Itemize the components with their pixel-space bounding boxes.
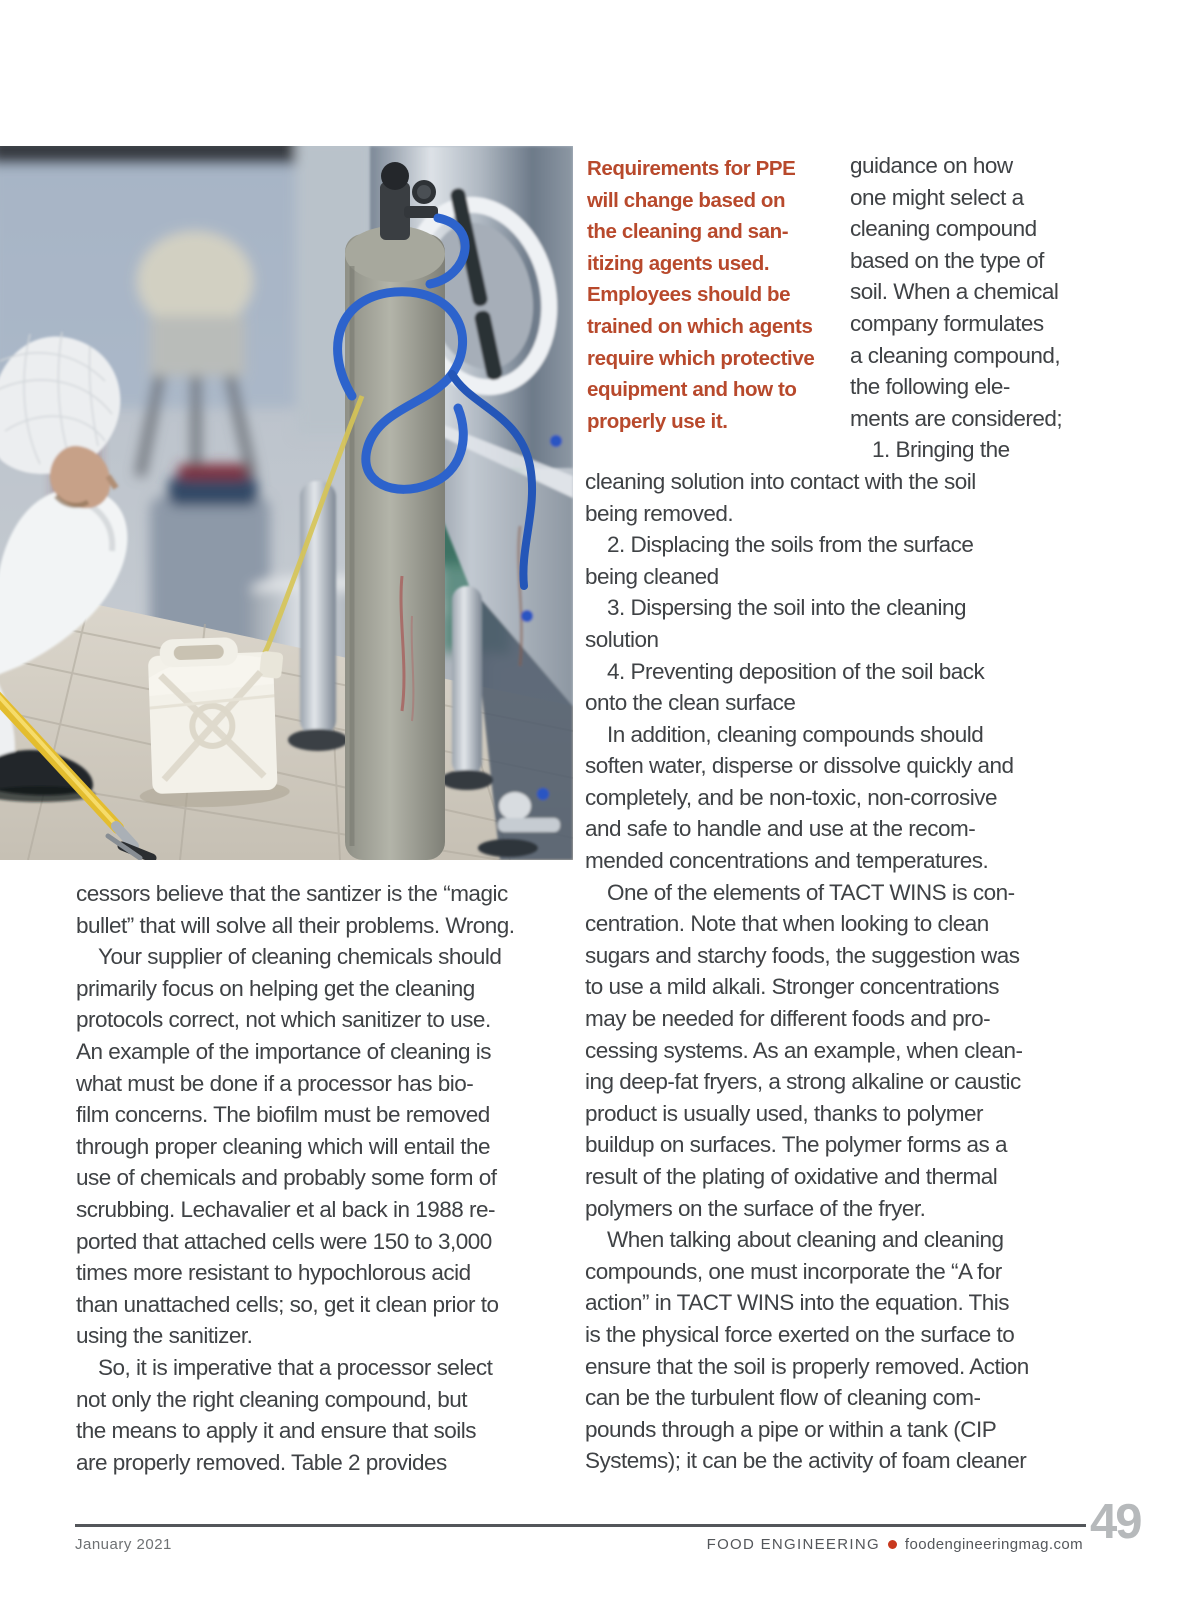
pull-quote-line: the cleaning and san-: [587, 220, 789, 244]
pull-quote-line: properly use it.: [587, 409, 728, 433]
body-text-line: Your supplier of cleaning chemicals should: [98, 944, 502, 970]
magazine-website: foodengineeringmag.com: [904, 1536, 1083, 1553]
body-text-line: completely, and be non-toxic, non-corrosive: [585, 784, 998, 810]
body-text-line: times more resistant to hypochlorous acid: [76, 1260, 471, 1286]
body-text-line: An example of the importance of cleaning is: [76, 1038, 491, 1064]
body-text-line: product is usually used, thanks to polymer: [585, 1100, 983, 1126]
body-text-line: primarily focus on helping get the cleaning: [76, 975, 475, 1001]
body-text-line: Systems); it can be the activity of foam cleaner: [585, 1448, 1027, 1474]
body-text-line: protocols correct, not which sanitizer to use.: [76, 1007, 491, 1033]
body-text-line: action” in TACT WINS into the equation. This: [585, 1290, 1010, 1316]
body-text-line: 4. Preventing deposition of the soil back: [607, 658, 985, 684]
body-text-line: scrubbing. Lechavalier et al back in 1988 re-: [76, 1196, 496, 1222]
body-text-line: soil. When a chemical: [850, 279, 1059, 305]
body-text-line: the following ele-: [850, 374, 1010, 400]
body-text-line: cleaning solution into contact with the soil: [585, 468, 976, 494]
left-column: [76, 878, 576, 1478]
body-text-line: So, it is imperative that a processor select: [98, 1354, 493, 1380]
body-text-line: 3. Dispersing the soil into the cleaning: [607, 595, 966, 621]
body-text-line: the means to apply it and ensure that soils: [76, 1418, 477, 1444]
body-text-line: cessors believe that the santizer is the “magic: [76, 881, 508, 906]
body-text-line: through proper cleaning which will entail the: [76, 1133, 491, 1159]
pull-quote-line: will change based on: [587, 188, 786, 212]
body-text-line: When talking about cleaning and cleaning: [607, 1227, 1004, 1253]
body-text-line: are properly removed. Table 2 provides: [76, 1449, 447, 1475]
pull-quote-line: Requirements for PPE: [587, 157, 796, 180]
body-text-line: is the physical force exerted on the surface to: [585, 1321, 1015, 1347]
body-text-line: what must be done if a processor has bio-: [76, 1070, 474, 1096]
pull-quote-line: equipment and how to: [587, 378, 797, 402]
body-text-line: based on the type of: [850, 247, 1044, 273]
body-text-line: than unattached cells; so, get it clean prior to: [76, 1291, 499, 1317]
body-text-line: 2. Displacing the soils from the surface: [607, 532, 974, 558]
body-text-line: mended concentrations and temperatures.: [585, 848, 989, 874]
body-text-line: solution: [585, 626, 659, 652]
body-text-line: one might select a: [850, 184, 1024, 210]
footer-issue-date: January 2021: [75, 1536, 172, 1553]
body-text-line: One of the elements of TACT WINS is con-: [607, 879, 1015, 905]
body-text-line: soften water, disperse or dissolve quickly and: [585, 753, 1014, 779]
body-text-line: using the sanitizer.: [76, 1323, 253, 1349]
footer-rule: [75, 1524, 1086, 1527]
body-text-line: 1. Bringing the: [872, 437, 1010, 463]
body-text-line: buildup on surfaces. The polymer forms as a: [585, 1132, 1008, 1158]
footer-dot-icon: [888, 1540, 897, 1549]
body-text-line: film concerns. The biofilm must be removed: [76, 1102, 490, 1128]
pull-quote-line: Employees should be: [587, 283, 791, 307]
pull-quote-line: require which protective: [587, 346, 815, 370]
body-text-line: may be needed for different foods and pro-: [585, 1006, 991, 1032]
pull-quote-line: itizing agents used.: [587, 251, 770, 275]
body-text-line: ments are considered;: [850, 405, 1063, 431]
body-text-line: company formulates: [850, 310, 1044, 336]
body-text-line: to use a mild alkali. Stronger concentrations: [585, 974, 999, 1000]
body-text-line: being removed.: [585, 500, 734, 526]
body-text-line: can be the turbulent flow of cleaning com-: [585, 1385, 981, 1411]
body-text-line: guidance on how: [850, 153, 1013, 178]
body-text-line: being cleaned: [585, 563, 719, 589]
body-text-line: a cleaning compound,: [850, 342, 1061, 368]
body-text-line: sugars and starchy foods, the suggestion was: [585, 942, 1020, 968]
magazine-name: FOOD ENGINEERING: [706, 1536, 880, 1553]
footer-brand: [707, 1536, 1083, 1553]
body-text-line: not only the right cleaning compound, but: [76, 1386, 468, 1412]
body-text-line: compounds, one must incorporate the “A for: [585, 1258, 1002, 1284]
pull-quote-line: trained on which agents: [587, 314, 813, 338]
right-column: [585, 150, 1087, 1477]
body-text-line: bullet” that will solve all their problems. Wrong.: [76, 912, 515, 938]
body-text-line: and safe to handle and use at the recom-: [585, 816, 976, 842]
body-text-line: pounds through a pipe or within a tank (CIP: [585, 1416, 997, 1442]
body-text-line: result of the plating of oxidative and thermal: [585, 1164, 998, 1189]
factory-cleaning-photo: [0, 146, 573, 860]
body-text-line: cessing systems. As an example, when clean-: [585, 1037, 1023, 1063]
body-text-line: ported that attached cells were 150 to 3,000: [76, 1228, 492, 1254]
body-text-line: use of chemicals and probably some form of: [76, 1165, 497, 1191]
page-number: 49: [1090, 1495, 1141, 1549]
body-text-line: ensure that the soil is properly removed. Action: [585, 1353, 1029, 1379]
body-text-line: polymers on the surface of the fryer.: [585, 1195, 926, 1221]
body-text-line: ing deep-fat fryers, a strong alkaline or caustic: [585, 1069, 1021, 1095]
body-text-line: onto the clean surface: [585, 690, 796, 716]
photo-illustration: [0, 146, 573, 860]
body-text-line: cleaning compound: [850, 216, 1037, 242]
body-text-line: centration. Note that when looking to clean: [585, 911, 989, 937]
body-text-line: In addition, cleaning compounds should: [607, 721, 984, 747]
pull-quote: [587, 153, 829, 437]
